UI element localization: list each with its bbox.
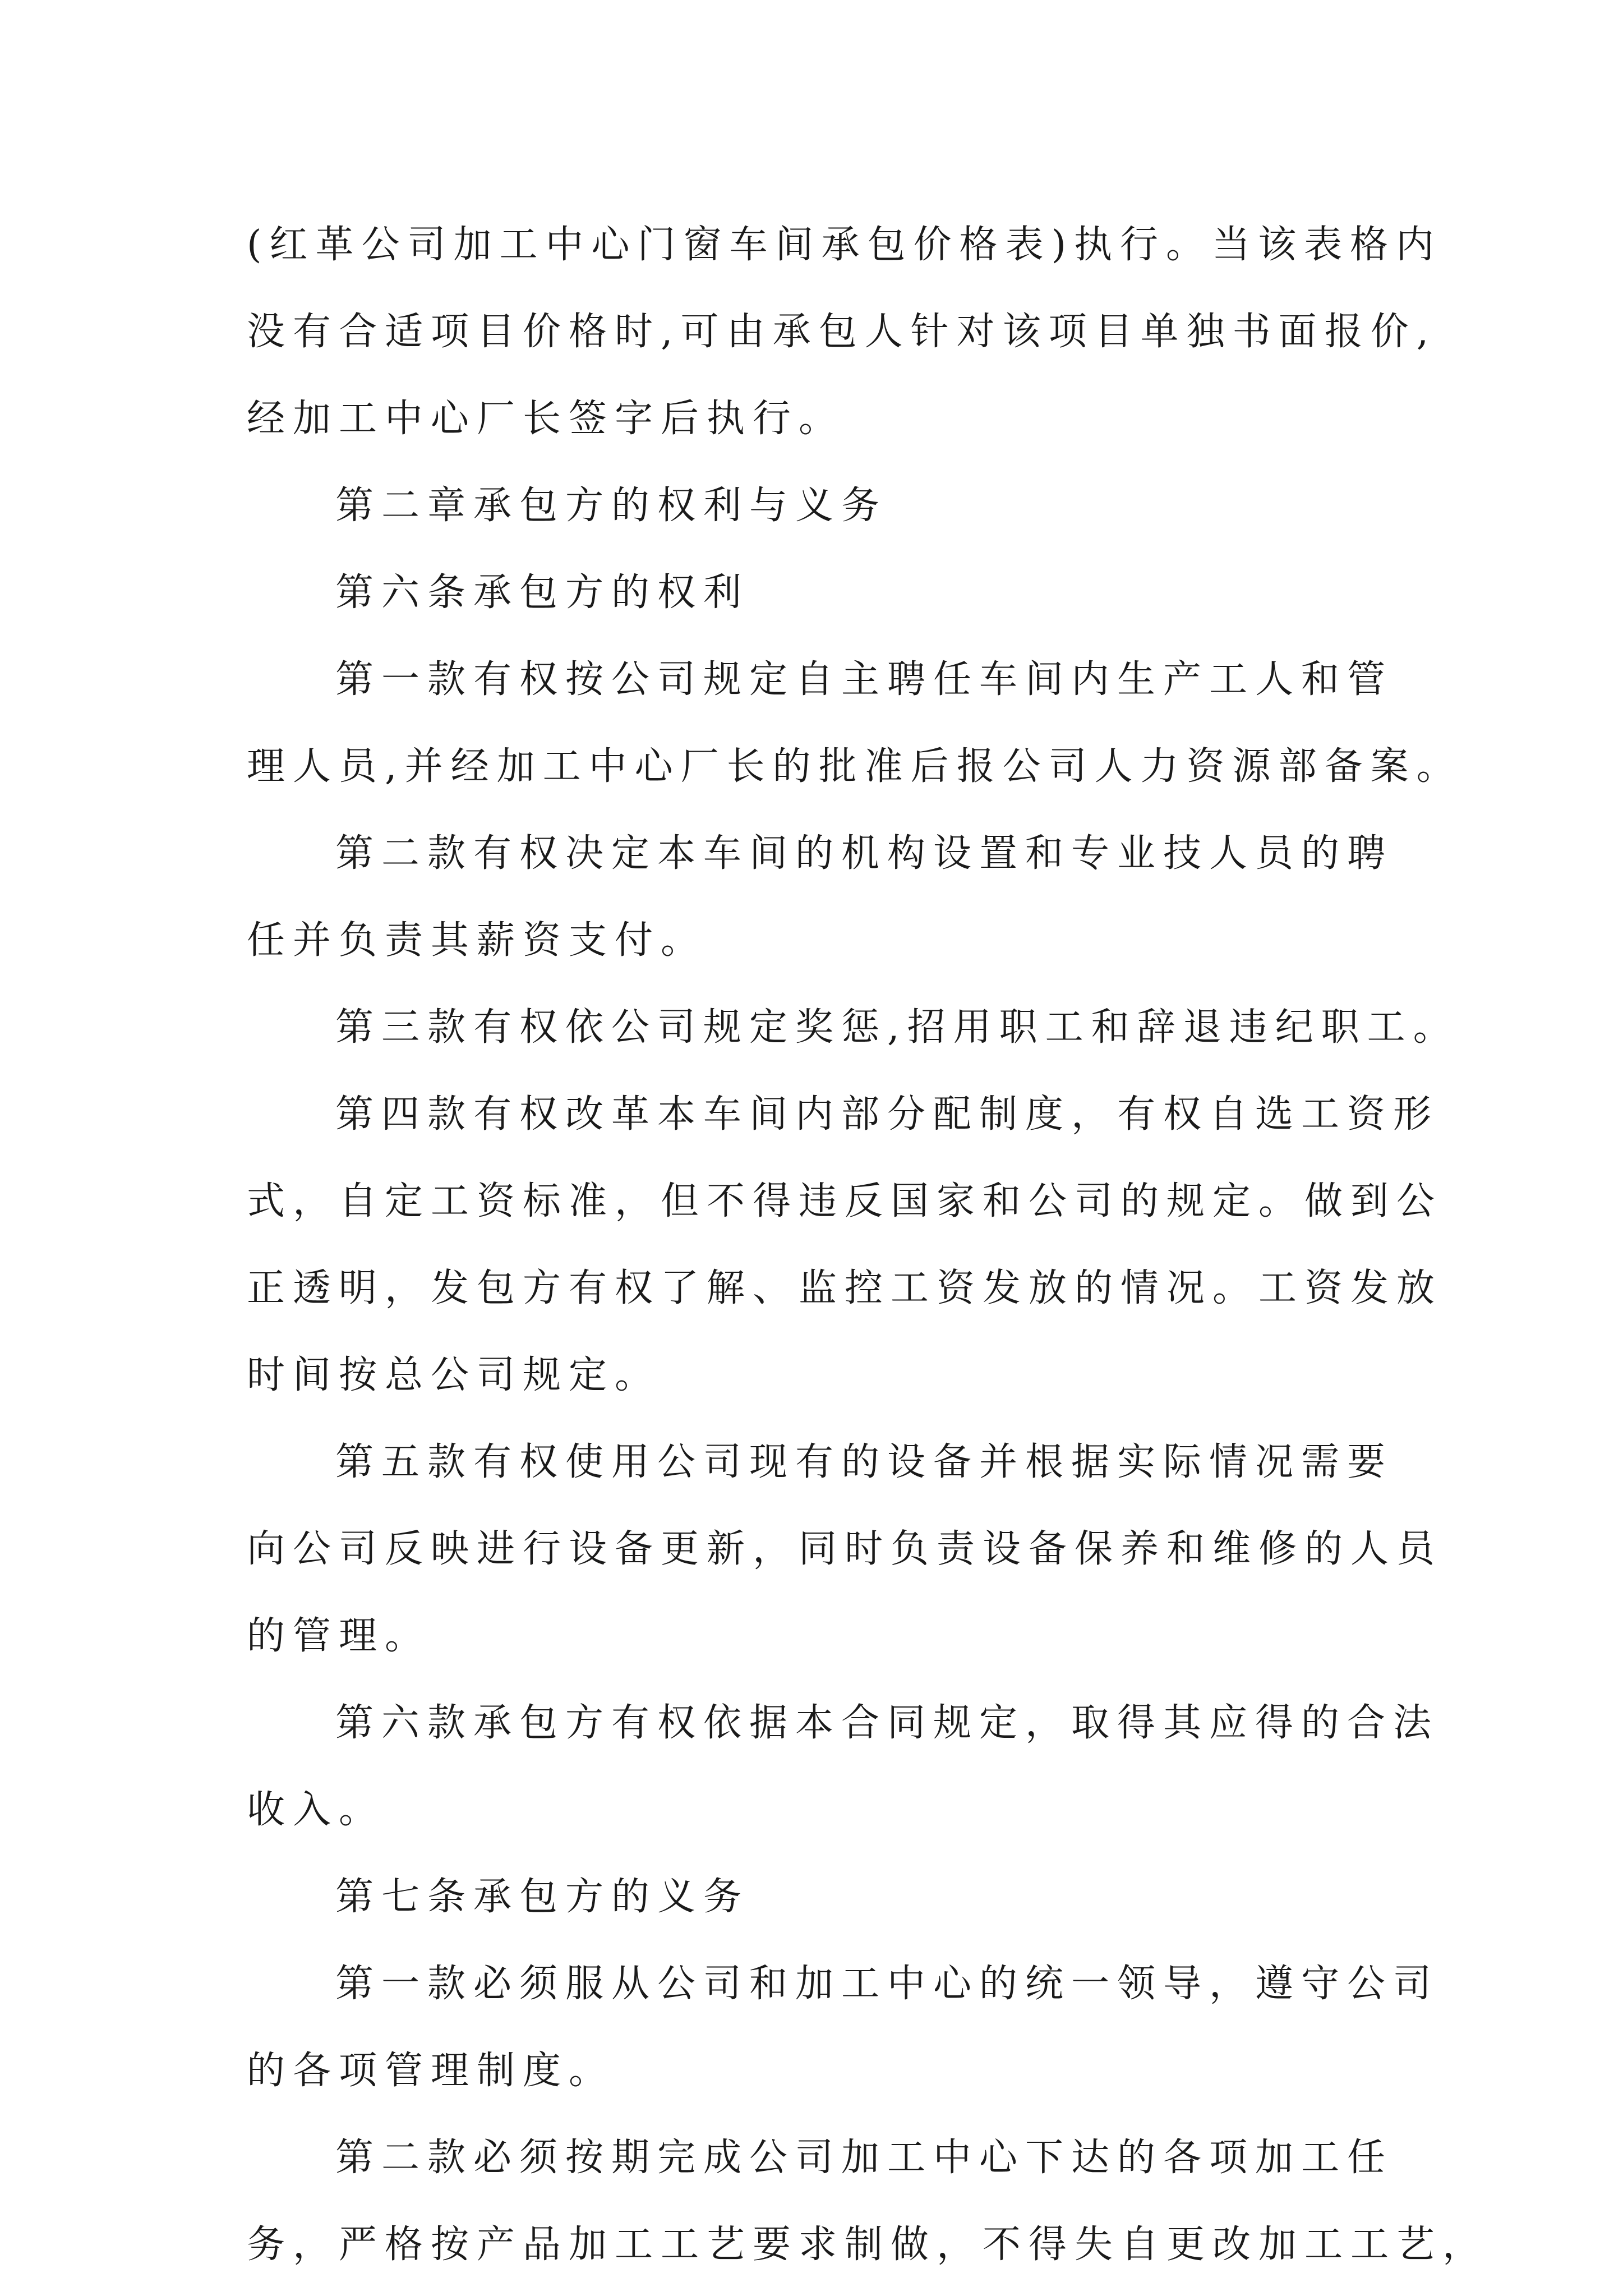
chapter-heading: 第二章承包方的权利与义务 [335,484,888,528]
text-line-16: 向公司反映进行设备更新，同时负责设备保养和维修的人员 [247,1527,1443,1571]
text-line-9: 任并负责其薪资支付。 [247,918,707,963]
text-line-17: 的管理。 [247,1614,431,1658]
text-line-22: 的各项管理制度。 [247,2049,615,2093]
article-heading: 第六条承包方的权利 [335,570,750,615]
article-heading: 第七条承包方的义务 [335,1875,750,1919]
text-line-11: 第四款有权改革本车间内部分配制度，有权自选工资形 [335,1092,1440,1137]
text-line-24: 务，严格按产品加工工艺要求制做，不得失自更改加工工艺， [247,2223,1489,2267]
text-line-6: 第一款有权按公司规定自主聘任车间内生产工人和管 [335,657,1394,702]
text-line-13: 正透明，发包方有权了解、监控工资发放的情况。工资发放 [247,1266,1443,1310]
text-line-14: 时间按总公司规定。 [247,1353,661,1397]
text-line-10: 第三款有权依公司规定奖惩,招用职工和辞退违纪职工。 [335,1005,1459,1050]
text-line-7: 理人员,并经加工中心厂长的批准后报公司人力资源部备案。 [247,744,1463,789]
text-line-12: 式，自定工资标准，但不得违反国家和公司的规定。做到公 [247,1179,1443,1223]
text-line-21: 第一款必须服从公司和加工中心的统一领导，遵守公司 [335,1962,1440,2006]
text-line-19: 收入。 [247,1788,385,1832]
text-line-8: 第二款有权决定本车间的机构设置和专业技人员的聘 [335,831,1394,876]
text-line-23: 第二款必须按期完成公司加工中心下达的各项加工任 [335,2136,1394,2180]
text-line-1: (红革公司加工中心门窗车间承包价格表)执行。当该表格内 [247,223,1442,267]
text-line-3: 经加工中心厂长签字后执行。 [247,397,845,441]
text-line-2: 没有合适项目价格时,可由承包人针对该项目单独书面报价, [247,310,1437,354]
text-line-15: 第五款有权使用公司现有的设备并根据实际情况需要 [335,1440,1394,1484]
text-line-18: 第六款承包方有权依据本合同规定，取得其应得的合法 [335,1701,1440,1745]
